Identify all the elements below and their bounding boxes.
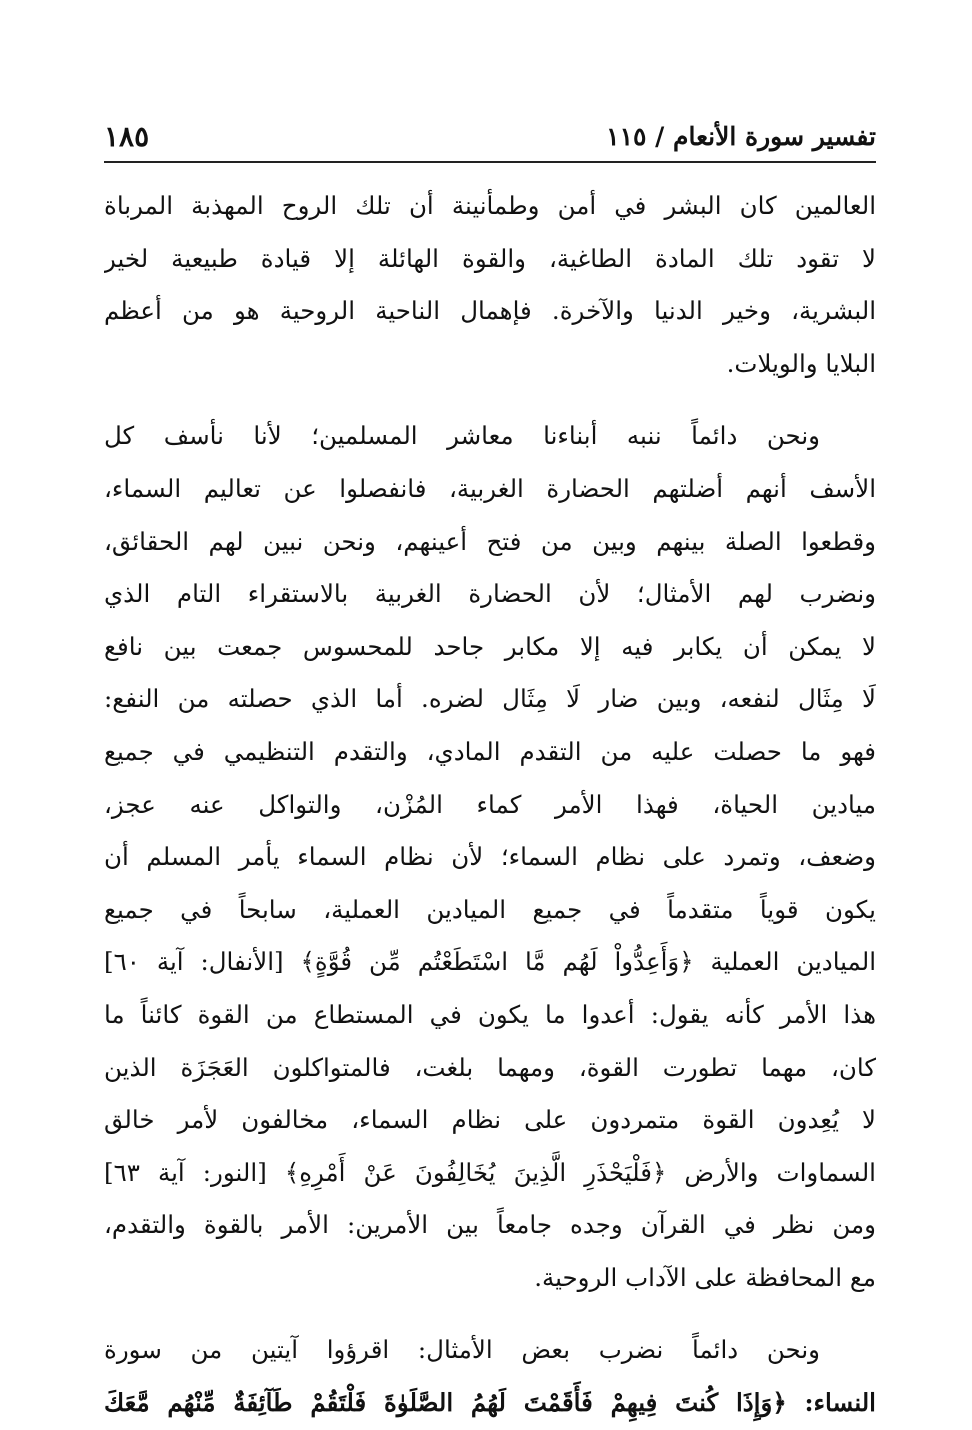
text-line: ونحن دائماً ننبه أبناءنا معاشر المسلمين؛ لأنا نأسف كل xyxy=(104,421,820,451)
running-head: تفسير سورة الأنعام / ١١٥ xyxy=(606,121,876,151)
text-line: ميادين الحياة، فهذا الأمر كماء المُزْن، والتواكل عنه عجز، xyxy=(104,789,876,819)
text-line: البلايا والويلات. xyxy=(726,348,876,378)
text-line: ونحن دائماً نضرب بعض الأمثال: اقرؤوا آيتين من سورة xyxy=(104,1335,820,1365)
paragraph xyxy=(104,410,876,1304)
text-line: كان، مهما تطورت القوة، ومهما بلغت، فالمتواكلون العَجَزَة الذين xyxy=(104,1052,876,1082)
text-line: لا يُعِدون القوة متمردون على نظام السماء، مخالفون لأمر خالق xyxy=(104,1105,876,1135)
text-line: لَا مِثَال لنفعه، وبين ضار لَا مِثَال لضره. أما الذي حصلته من النفع: xyxy=(104,684,876,714)
page-number: ١٨٥ xyxy=(104,119,150,153)
paragraph-gap xyxy=(104,1304,876,1324)
text-line: يكون قوياً متقدماً في جميع الميادين العملية، سابحاً في جميع xyxy=(104,894,876,924)
text-line: وقطعوا الصلة بينهم وبين من فتح أعينهم، ونحن نبين لهم الحقائق، xyxy=(104,526,876,556)
paragraph-gap xyxy=(104,390,876,410)
text-line: الأسف أنهم أضلتهم الحضارة الغربية، فانفصلوا عن تعاليم السماء، xyxy=(104,473,876,503)
quran-citation-line: الميادين العملية ﴿وَأَعِدُّواْ لَهُم مَّا اسْتَطَعْتُم مِّن قُوَّةٍ﴾ [الأنفال: آية ٦٠] xyxy=(104,947,876,977)
paragraph xyxy=(104,1324,876,1429)
text-line: العالمين كان البشر في أمن وطمأنينة أن تلك الروح المهذبة المرباة xyxy=(104,191,876,220)
text-line: فهو ما حصلت عليه من التقدم المادي، والتقدم التنظيمي في جميع xyxy=(104,736,876,766)
text-line: البشرية، وخير الدنيا والآخرة. فإهمال الناحية الروحية هو من أعظم xyxy=(104,296,876,326)
quran-citation-line: السماوات والأرض ﴿فَلْيَحْذَرِ الَّذِينَ يُخَالِفُونَ عَنْ أَمْرِهِ﴾ [النور: آية ٦٣] xyxy=(104,1157,876,1187)
header-rule xyxy=(104,161,876,163)
text-line: وضعف، وتمرد على نظام السماء؛ لأن نظام السماء يأمر المسلم أن xyxy=(104,842,876,872)
text-line: لا يمكن أن يكابر فيه إلا مكابر جاحد للمحسوس جمعت بين نافع xyxy=(104,631,876,661)
text-line: ومن نظر في القرآن وجده جامعاً بين الأمرين: الأمر بالقوة والتقدم، xyxy=(104,1210,876,1240)
text-line: لا تقود تلك المادة الطاغية، والقوة الهائلة إلا قيادة طبيعية لخير xyxy=(104,243,876,273)
text-line: هذا الأمر كأنه يقول: أعدوا ما يكون في المستطاع من القوة كائناً ما xyxy=(104,999,876,1029)
quran-citation-line: النساء: ﴿وَإِذَا كُنتَ فِيهِمْ فَأَقَمْتَ لَهُمُ الصَّلَوٰةَ فَلْتَقُمْ طَآئِفَةٌ مِّنْهُم مَّعَكَ xyxy=(104,1388,876,1418)
text-line: مع المحافظة على الآداب الروحية. xyxy=(534,1262,876,1292)
text-line: ونضرب لهم الأمثال؛ لأن الحضارة الغربية بالاستقراء التام الذي xyxy=(104,579,876,609)
page-body xyxy=(104,180,876,1430)
page-header xyxy=(104,112,876,160)
paragraph xyxy=(104,180,876,390)
